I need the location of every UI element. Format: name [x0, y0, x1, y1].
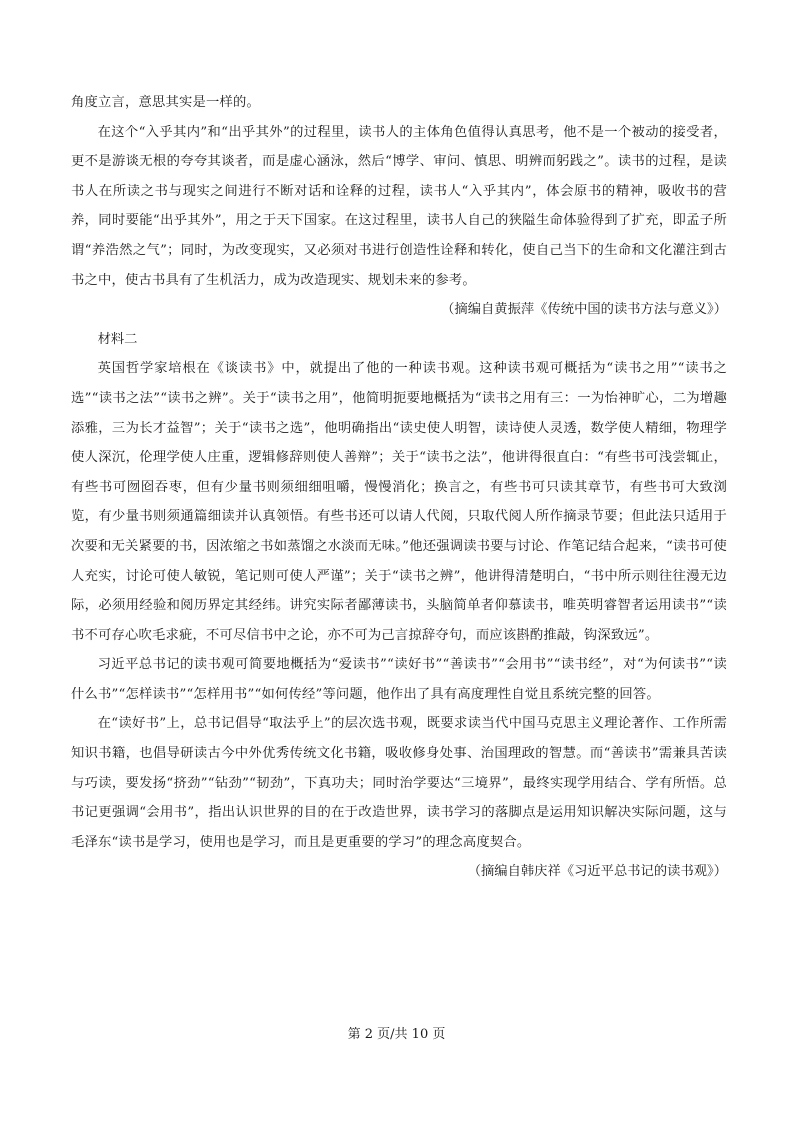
- page-number: 第 2 页/共 10 页: [347, 1027, 446, 1042]
- paragraph-bacon: 英国哲学家培根在《谈读书》中，就提出了他的一种读书观。这种读书观可概括为“读书之用”“读书之选”“读书之法”“读书之辨”。关于“读书之用”，他简明扼要地概括为“读书之用有三：一为怡神旷心，二为增趣添雅，三为长才益智”；关于“读书之选”，他明确指出“读史使人明智，读诗使人灵透，数学使人精细，物理学使人深沉，伦理学使人庄重，逻辑修辞则使人善辩”；关于“读书之法”，他讲得很直白：“有些书可浅尝辄止，有些书可囫囵吞枣，但有少量书则须细细咀嚼，慢慢消化；换言之，有些书可只读其章节，有些书可大致浏览，有少量书则须通篇细读并认真领悟。有些书还可以请人代阅，只取代阅人所作摘录节要；但此法只适用于次要和无关紧要的书，因浓缩之书如蒸馏之水淡而无味。”他还强调读书要与讨论、作笔记结合起来，“读书可使人充实，讨论可使人敏锐，笔记则可使人严谨”；关于“读书之辨”，他讲得清楚明白，“书中所示则往往漫无边际，必须用经验和阅历界定其经纬。讲究实际者鄙薄读书，头脑简单者仰慕读书，唯英明睿智者运用读书”“读书不可存心吹毛求疵，不可尽信书中之论，亦不可为己言掠辞夺句，而应该斟酌推敲，钩深致远”。: [71, 361, 727, 643]
- section-title-material-2: 材料二: [97, 331, 138, 347]
- source-citation-2: （摘编自韩庆祥《习近平总书记的读书观》）: [467, 864, 727, 880]
- paragraph-read-good-books: 在“读好书”上，总书记倡导“取法乎上”的层次选书观，既要求读当代中国马克思主义理论著作、工作所需知识书籍，也倡导研读古今中外优秀传统文化书籍，吸收修身处事、治国理政的智慧。而“善读书”需兼具苦读与巧读，要发扬“挤劲”“钻劲”“韧劲”，下真功夫；同时治学要达“三境界”，最终实现学用结合、学有所悟。总书记更强调“会用书”，指出认识世界的目的在于改造世界，读书学习的落脚点是运用知识解决实际问题，这与毛泽东“读书是学习，使用也是学习，而且是更重要的学习”的理念高度契合。: [71, 716, 727, 850]
- paragraph-xi-reading-view: 习近平总书记的读书观可简要地概括为“爱读书”“读好书”“善读书”“会用书”“读书经”，对“为何读书”“读什么书”“怎样读书”“怎样用书”“如何传经”等问题，他作出了具有高度理性自觉且系统完整的回答。: [71, 657, 727, 702]
- document-body: [71, 88, 727, 887]
- paragraph-reader-role: 在这个“入乎其内”和“出乎其外”的过程里，读书人的主体角色值得认真思考，他不是一个被动的接受者，更不是游谈无根的夸夸其谈者，而是虚心涵泳，然后“博学、审问、慎思、明辨而躬践之”。读书的过程，是读书人在所读之书与现实之间进行不断对话和诠释的过程，读书人“入乎其内”，体会原书的精神，吸收书的营养，同时要能“出乎其外”，用之于天下国家。在这过程里，读书人自己的狭隘生命体验得到了扩充，即孟子所谓“养浩然之气”；同时，为改变现实，又必须对书进行创造性诠释和转化，使自己当下的生命和文化灌注到古书之中，使古书具有了生机活力，成为改造现实、规划未来的参考。: [71, 124, 727, 288]
- paragraph-continued: 角度立言，意思其实是一样的。: [71, 95, 260, 110]
- source-citation-1: （摘编自黄振萍《传统中国的读书方法与意义》）: [441, 302, 727, 318]
